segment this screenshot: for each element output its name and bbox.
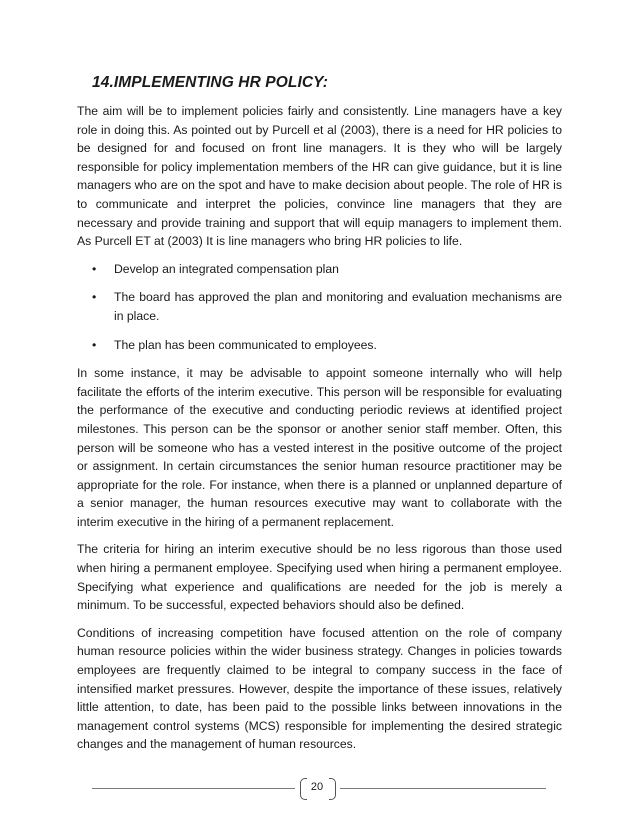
section-heading: 14.IMPLEMENTING HR POLICY: bbox=[92, 74, 328, 91]
paragraph-hiring-criteria: The criteria for hiring an interim executive should be no less rigorous than those used when hiring a permanent employee. Specifying used when hiring a permanent employee. Specifying what experience and qualifications are needed for the job is merely a minimum. To be successful, expected behaviors should also be defined. bbox=[77, 542, 562, 613]
paragraph-implementation: The aim will be to implement policies fairly and consistently. Line managers have a key role in doing this. As pointed out by Purcell et al (2003), there is a need for HR policies to be designed for and focused on front line managers. It is they who will be largely responsible for policy implementation members of the HR can give guidance, but it is line managers who are on the spot and have to make decision about people. The role of HR is to communicate and interpret the policies, convince line managers that they are necessary and provide training and support that will equip managers to implement them. As Purcell ET at (2003) It is line managers who bring HR policies to life. bbox=[77, 104, 562, 249]
paragraph-interim-appointment: In some instance, it may be advisable to appoint someone internally who will help facilitate the efforts of the interim executive. This person will be responsible for evaluating the performance of the executive and conducting periodic reviews at identified project milestones. This person can be the sponsor or another senior staff member. Often, this person will be someone who has a vested interest in the positive outcome of the project or assignment. In certain circumstances the senior human resource practitioner may be appropriate for the role. For instance, when there is a planned or unplanned departure of a senior manager, the human resources executive may want to collaborate with the interim executive in the hiring of a permanent replacement. bbox=[77, 366, 562, 529]
page-footer bbox=[92, 778, 546, 800]
bullet-dot-icon: • bbox=[92, 261, 97, 276]
paragraph-competition: Conditions of increasing competition have focused attention on the role of company human resource policies within the wider business strategy. Changes in policies towards employees are frequently claimed to be integral to company success in the face of intensified market pressures. However, despite the importance of these issues, relatively little attention, to date, has been paid to the possible links between innovations in the management control systems (MCS) responsible for implementing the desired strategic changes and the management of human resources. bbox=[77, 625, 562, 752]
bullet-text: The board has approved the plan and monitoring and evaluation mechanisms are in place. bbox=[114, 290, 562, 323]
bullet-text: The plan has been communicated to employees. bbox=[114, 337, 377, 352]
footer-rule-left bbox=[92, 788, 295, 789]
footer-rule-right bbox=[340, 788, 546, 789]
page-number: 20 bbox=[310, 781, 324, 793]
bullet-item bbox=[77, 288, 562, 325]
body-content bbox=[77, 102, 562, 763]
bullet-list bbox=[77, 260, 562, 354]
right-bracket-icon bbox=[329, 778, 336, 800]
bullet-text: Develop an integrated compensation plan bbox=[114, 261, 339, 276]
bullet-item bbox=[77, 336, 562, 355]
bullet-dot-icon: • bbox=[92, 337, 97, 352]
bullet-dot-icon: • bbox=[92, 290, 97, 305]
bullet-item bbox=[77, 260, 562, 279]
